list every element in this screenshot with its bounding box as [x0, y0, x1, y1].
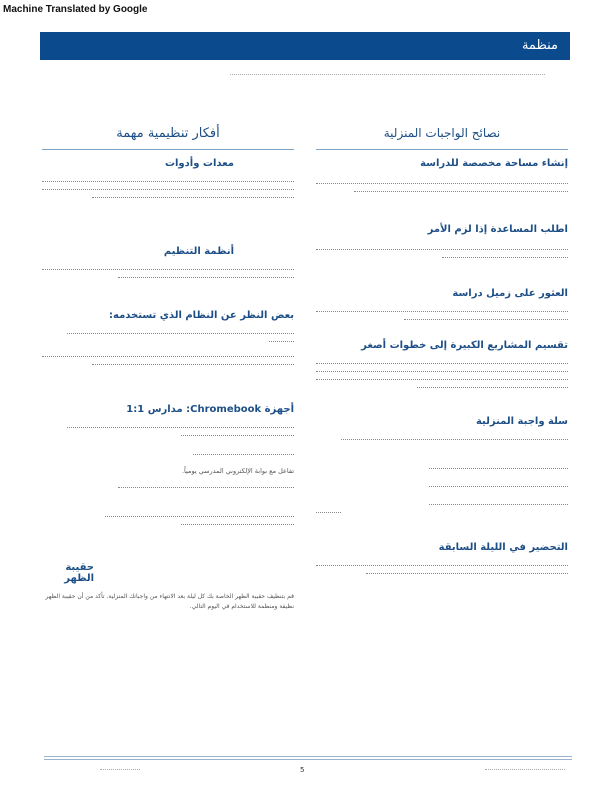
tip-study-space-text [316, 183, 568, 192]
intro-text-line [230, 74, 545, 78]
tip-break-projects-text [316, 363, 568, 388]
organization-systems-title: أنظمة التنظيم [163, 246, 234, 257]
page-number: 5 [300, 766, 305, 774]
footer-rule-top [44, 756, 572, 757]
tip-study-space-title: إنشاء مساحة مخصصة للدراسة [420, 158, 568, 169]
translation-note: Machine Translated by Google [3, 4, 148, 15]
chromebook-bullets [42, 427, 294, 455]
chromebook-more-bullets [42, 487, 294, 525]
tools-text [42, 181, 294, 198]
organization-ideas-heading: أفكار تنظيمية مهمة [42, 126, 294, 150]
chromebook-bullet-portal: تفاعل مع بوابة الإلكتروني المدرسي يومياً. [181, 467, 294, 475]
tip-night-before-title: التحضير في الليلة السابقة [438, 542, 568, 553]
basket-bullet-list [316, 468, 568, 513]
tip-night-before-text [316, 565, 568, 574]
tools-title: معدات وأدوات [164, 158, 234, 169]
backpack-title: حقيبة الظهر [64, 562, 94, 584]
any-system-bullets [42, 333, 294, 365]
any-system-title: بعض النظر عن النظام الذي تستخدمه: [109, 310, 294, 321]
footer-right-text [485, 769, 565, 770]
section-banner [40, 32, 570, 60]
tip-break-projects-title: تقسيم المشاريع الكبيرة إلى خطوات أصغر [361, 340, 568, 351]
tip-ask-help-text [316, 249, 568, 258]
tip-homework-basket-title: سلة واجبة المنزلية [475, 416, 568, 427]
backpack-text: قم بتنظيف حقيبة الظهر الخاصة بك كل ليلة بعد الانتهاء من واجباتك المنزلية. تأكد من أن حقيبة الظهر نظيفة ومنظمة للاستخدام في اليوم التالي. [45, 593, 294, 610]
homework-tips-heading: نصائح الواجبات المنزلية [316, 126, 568, 150]
tip-ask-help-title: اطلب المساعدة إذا لزم الأمر [427, 224, 568, 235]
homework-tips-column [316, 126, 568, 553]
chromebook-title: أجهزة Chromebook: مدارس 1:1 [126, 404, 294, 415]
banner-title: منظمة [521, 38, 558, 53]
footer-rule-bottom [44, 759, 572, 760]
tip-study-buddy-title: العثور على زميل دراسة [452, 288, 568, 299]
tip-homework-basket-text [316, 439, 568, 440]
organization-ideas-column [42, 126, 294, 610]
organization-systems-text [42, 269, 294, 278]
tip-study-buddy-text [316, 311, 568, 320]
footer-left-text [100, 769, 140, 770]
